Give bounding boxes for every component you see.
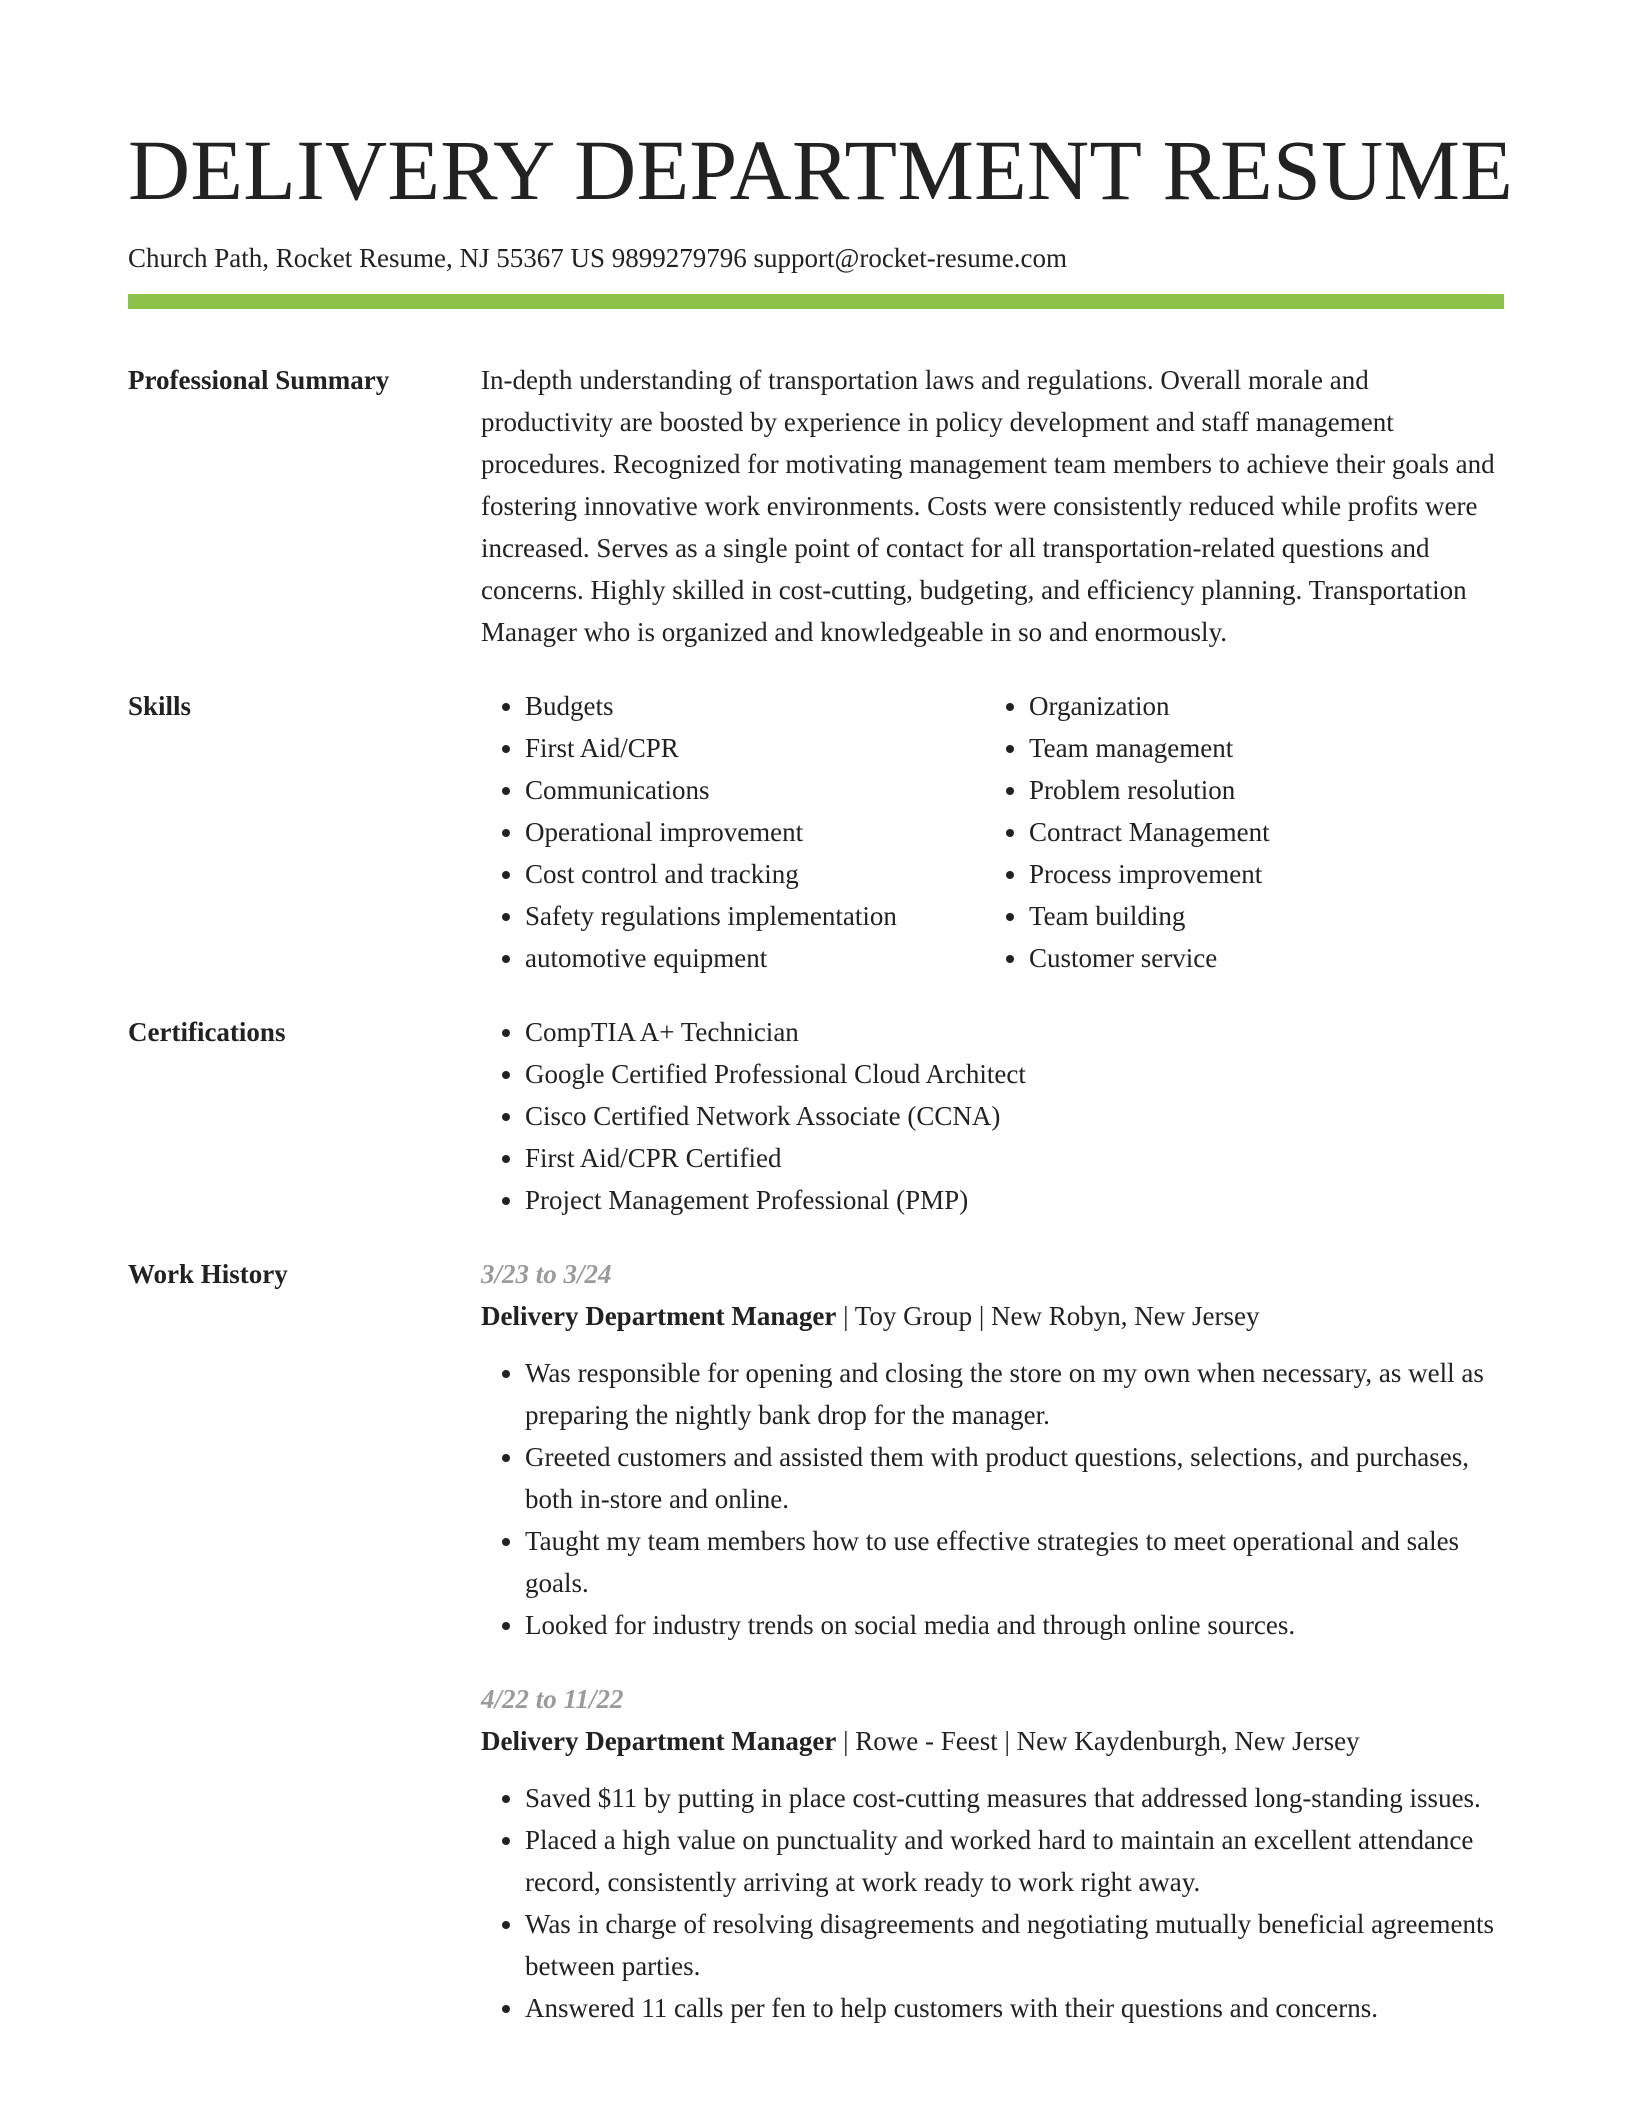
job-bullet: • Answered 11 calls per fen to help customers with their questions and concerns. <box>525 1987 1504 2029</box>
job-bullet: • Looked for industry trends on social media and through online sources. <box>525 1604 1504 1646</box>
job-bullet: • Saved $11 by putting in place cost-cutting measures that addressed long-standing issues. <box>525 1777 1504 1819</box>
job-bullet: • Was responsible for opening and closing the store on my own when necessary, as well as preparing the nightly bank drop for the manager. <box>525 1352 1504 1436</box>
skills-section <box>128 685 1504 979</box>
work-history-section <box>128 1253 1504 2029</box>
resume-title: DELIVERY DEPARTMENT RESUME <box>128 122 1514 218</box>
job-dates: 4/22 to 11/22 <box>481 1684 624 1714</box>
skill-item: • Team building <box>1029 895 1489 937</box>
job-entry <box>481 1253 1504 1646</box>
certifications-section <box>128 1011 1504 1221</box>
skill-item: • Operational improvement <box>525 811 985 853</box>
summary-heading: Professional Summary <box>128 365 390 395</box>
work-history-heading: Work History <box>128 1259 288 1289</box>
job-entry <box>481 1678 1504 2029</box>
skill-item: • Budgets <box>525 685 985 727</box>
certification-item: • Google Certified Professional Cloud Architect <box>525 1053 1504 1095</box>
job-bullet: • Taught my team members how to use effective strategies to meet operational and sales goals. <box>525 1520 1504 1604</box>
skill-item: • Problem resolution <box>1029 769 1489 811</box>
job-bullet: • Was in charge of resolving disagreements and negotiating mutually beneficial agreements between parties. <box>525 1903 1504 1987</box>
skill-item: • Contract Management <box>1029 811 1489 853</box>
job-dates: 3/23 to 3/24 <box>481 1259 612 1289</box>
skill-item: • Communications <box>525 769 985 811</box>
job-title: Delivery Department Manager <box>481 1301 837 1331</box>
job-bullet: • Greeted customers and assisted them with product questions, selections, and purchases, both in-store and online. <box>525 1436 1504 1520</box>
job-title-line <box>481 1720 1504 1762</box>
certification-item: • Project Management Professional (PMP) <box>525 1179 1504 1221</box>
skill-item: • Customer service <box>1029 937 1489 979</box>
certification-item: • CompTIA A+ Technician <box>525 1011 1504 1053</box>
job-title: Delivery Department Manager <box>481 1726 837 1756</box>
certification-item: • First Aid/CPR Certified <box>525 1137 1504 1179</box>
job-bullet: • Placed a high value on punctuality and worked hard to maintain an excellent attendance record, consistently arriving at work ready to work right away. <box>525 1819 1504 1903</box>
summary-text: In-depth understanding of transportation laws and regulations. Overall morale and productivity are boosted by experience in policy development and staff management procedures. Recognized for motivating management team members to achieve their goals and fostering innovative work environments. Costs were consistently reduced while profits were increased. Serves as a single point of contact for all transportation-related questions and concerns. Highly skilled in cost-cutting, budgeting, and efficiency planning. Transportation Manager who is organized and knowledgeable in so and enormously. <box>481 365 1495 647</box>
skill-item: • Process improvement <box>1029 853 1489 895</box>
accent-divider <box>128 294 1504 309</box>
skill-item: • First Aid/CPR <box>525 727 985 769</box>
skill-item: • Safety regulations implementation <box>525 895 985 937</box>
skill-item: • Cost control and tracking <box>525 853 985 895</box>
skills-column-right <box>985 685 1489 979</box>
job-details: | Rowe - Feest | New Kaydenburgh, New Jersey <box>836 1726 1360 1756</box>
skill-item: • automotive equipment <box>525 937 985 979</box>
contact-line: Church Path, Rocket Resume, NJ 55367 US 9899279796 support@rocket-resume.com <box>128 243 1067 273</box>
certification-item: • Cisco Certified Network Associate (CCNA) <box>525 1095 1504 1137</box>
skill-item: • Organization <box>1029 685 1489 727</box>
summary-section <box>128 359 1504 653</box>
job-title-line <box>481 1295 1504 1337</box>
job-details: | Toy Group | New Robyn, New Jersey <box>836 1301 1260 1331</box>
skills-heading: Skills <box>128 691 192 721</box>
certifications-heading: Certifications <box>128 1017 286 1047</box>
skills-column-left <box>481 685 985 979</box>
skill-item: • Team management <box>1029 727 1489 769</box>
